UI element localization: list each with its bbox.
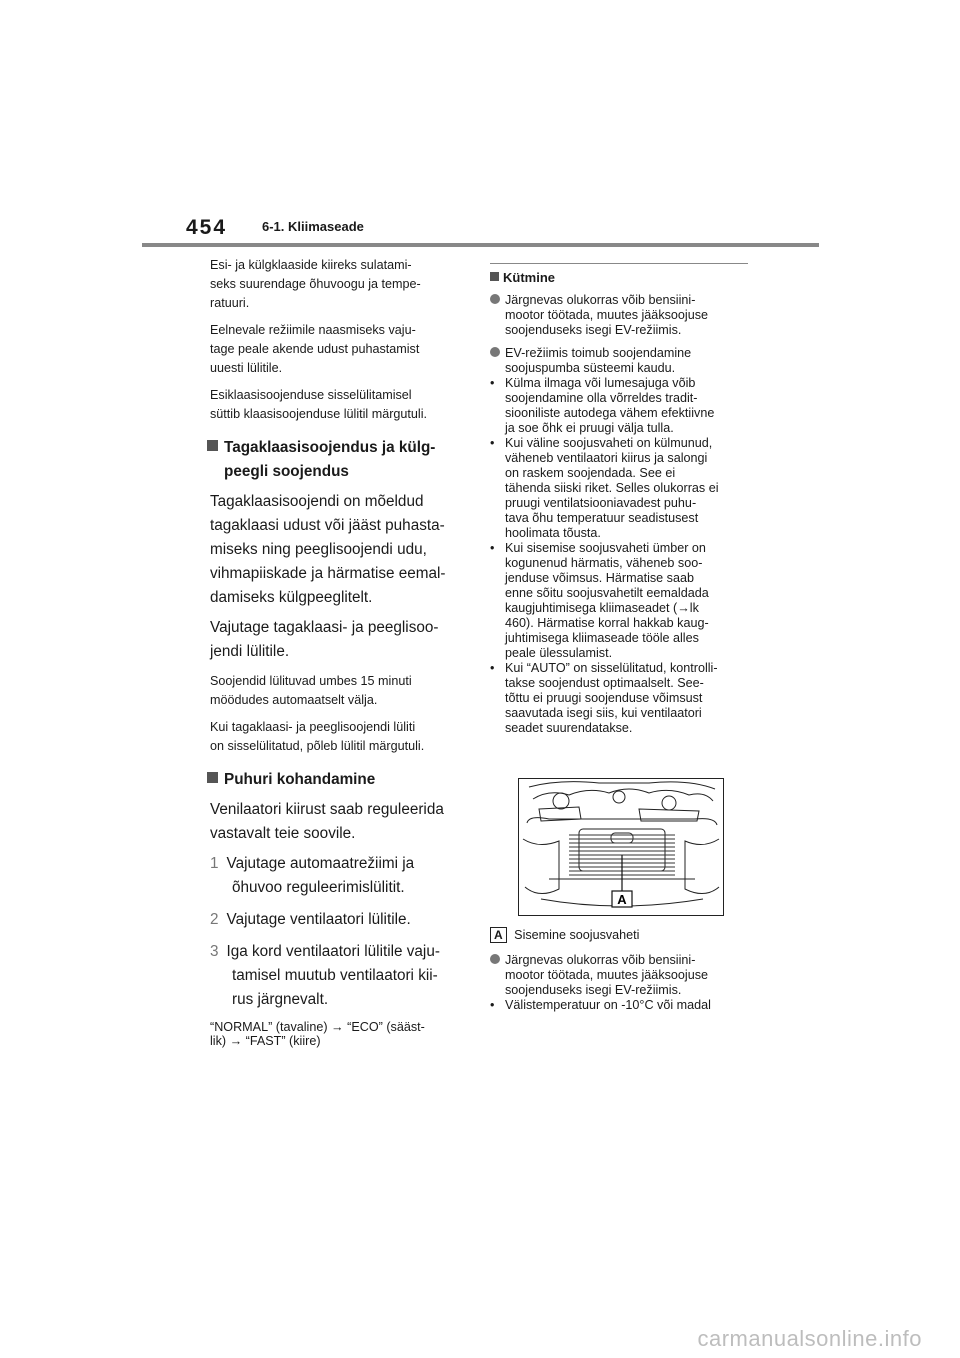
- right-column-lower: [490, 953, 760, 1013]
- left-column: [210, 256, 470, 1048]
- right-header-rule: [490, 263, 748, 264]
- body-press-switch: Vajutage tagaklaasi- ja peeglisoo- jendi lülitile.: [210, 619, 439, 660]
- legend-text: Sisemine soojusvaheti: [514, 928, 640, 942]
- step-3: 3 Iga kord ventilaatori lülitile vaju- tamisel muutub ventilaatori kii- rus järgnevalt.: [210, 943, 440, 1008]
- dot-item-engine-2: Järgnevas olukorras võib bensiini- mootor töötada, muutes jääksoojuse soojenduseks isegi EV-režiimis.: [490, 953, 760, 998]
- dot-bullet-icon: [490, 347, 500, 357]
- right-column: [490, 270, 760, 736]
- figure-callout-a: A: [617, 892, 627, 907]
- heading-blower: Puhuri kohandamine: [207, 768, 470, 792]
- figure-legend: [490, 927, 760, 943]
- body-rear-defogger: Tagaklaasisoojendi on mõeldud tagaklaasi udust või jääst puhasta- miseks ning peeglisoojendi udu, vihmapiiskade ja härmatise eemal- damiseks külgpeeglitelt.: [210, 493, 446, 606]
- bullet-outside-temp: • Välistemperatuur on -10°C või madal: [490, 998, 711, 1012]
- step-1: 1 Vajutage automaatrežiimi ja õhuvoo reguleerimislülitit.: [210, 855, 415, 896]
- heading-rear-defogger: Tagaklaasisoojendus ja külg- peegli soojendus: [207, 436, 470, 484]
- dot-bullet-icon: [490, 954, 500, 964]
- square-bullet-icon: [207, 772, 218, 783]
- header-rule: [142, 243, 819, 247]
- legend-label-box: A: [490, 927, 507, 943]
- para-return: Eelnevale režiimile naasmiseks vaju- tage peale akende udust puhastamist uuesti lülitile.: [210, 323, 420, 375]
- bullet-frozen-exchanger: • Kui väline soojusvaheti on külmunud, väheneb ventilaatori kiirus ja salongi on raskem soojendada. See ei tähenda siiski riket. Selles olukorras ei pruugi ventilatsiooniavadest puhu- tava õhu temperatuur seadistusest hoolimata tõusta.: [490, 436, 719, 540]
- para-defrost: Esi- ja külgklaaside kiireks sulatami- seks suurendage õhuvoogu ja tempe- ratuuri.: [210, 258, 421, 310]
- body-blower: Venilaatori kiirust saab reguleerida vastavalt teie soovile.: [210, 801, 444, 842]
- bullet-cold-weather: • Külma ilmaga või lumesajuga võib soojendamine olla võrreldes tradit- siooniliste autodega vähem efektiivne ja soe õhk ei pruugi välja tulla.: [490, 376, 715, 435]
- step-2: 2 Vajutage ventilaatori lülitile.: [210, 911, 411, 928]
- note-indicator: Kui tagaklaasi- ja peeglisoojendi lüliti on sisselülitatud, põleb lülitil märgutuli.: [210, 720, 425, 753]
- engine-bay-drawing: [519, 779, 723, 915]
- note-fan-modes: “NORMAL” (tavaline) → “ECO” (sääst- lik) → “FAST” (kiire): [210, 1020, 425, 1048]
- bullet-auto: • Kui “AUTO” on sisselülitatud, kontrolli- takse soojendust optimaalselt. See- tõttu ei pruugi soojenduse võimsust saavutada isegi siis, kui ventilaatori seadet suurendatakse.: [490, 661, 718, 735]
- bullet-frost: • Kui sisemise soojusvaheti ümber on kogunenud härmatis, väheneb soo- jenduse võimsus. Härmatise saab enne sõitu soojusvahetilt eemaldada kaugjuhtimisega kliimaseadet (→lk 460). Härmatise korral hakkab kaug- juhtimisega kliimaseade tööle alles peale ülessulamist.: [490, 541, 709, 660]
- dot-item-engine: Järgnevas olukorras võib bensiini- mootor töötada, muutes jääksoojuse soojenduseks isegi EV-režiimis.: [490, 293, 760, 338]
- dot-item-heatpump: EV-režiimis toimub soojendamine soojuspumba süsteemi kaudu.: [490, 346, 760, 376]
- heading-heating: Kütmine: [490, 270, 760, 285]
- dot-bullet-icon: [490, 294, 500, 304]
- square-bullet-icon: [490, 272, 499, 281]
- engine-bay-illustration: [518, 778, 724, 916]
- para-indicator: Esiklaasisoojenduse sisselülitamisel süttib klaasisoojenduse lülitil märgutuli.: [210, 388, 428, 421]
- watermark: carmanualsonline.info: [697, 1326, 922, 1351]
- section-title: 6-1. Kliimaseade: [262, 219, 364, 234]
- page-number: 454: [186, 216, 228, 239]
- square-bullet-icon: [207, 440, 218, 451]
- note-auto-off: Soojendid lülituvad umbes 15 minuti möödudes automaatselt välja.: [210, 674, 412, 707]
